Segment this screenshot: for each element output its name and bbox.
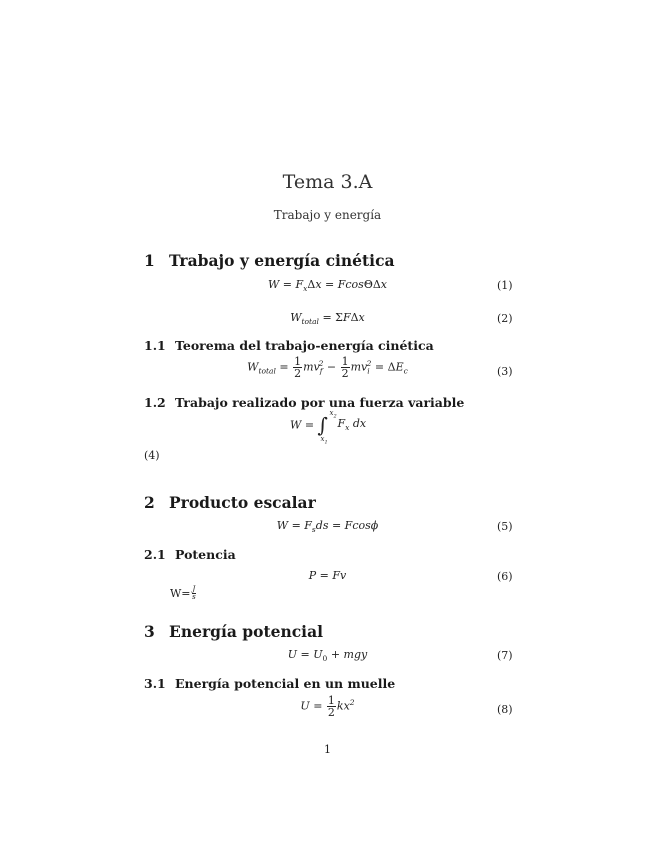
subsection-title: Trabajo realizado por una fuerza variable bbox=[175, 395, 465, 410]
subsection-1-1-heading bbox=[144, 338, 434, 353]
equation-2: $W_{total} = \Sigma F\Delta x$ bbox=[290, 311, 365, 327]
equation-5: $W = F_sds = Fcos\phi$ bbox=[276, 519, 379, 535]
subsection-number: 1.2 bbox=[144, 395, 166, 410]
integral-sign: ∫ $x_2$ $x_1$ bbox=[317, 409, 337, 446]
equation-2-number: (2) bbox=[497, 312, 513, 325]
subsection-title: Teorema del trabajo-energía cinética bbox=[175, 338, 434, 353]
section-1-heading bbox=[144, 251, 395, 270]
section-title: Producto escalar bbox=[169, 493, 316, 512]
subsection-title: Energía potencial en un muelle bbox=[175, 676, 396, 691]
section-3-heading bbox=[144, 622, 323, 641]
equation-4: W = ∫ $x_2$ $x_1$ $F_x$ dx bbox=[290, 409, 367, 446]
inline-denominator: s bbox=[192, 593, 196, 601]
section-number: 2 bbox=[144, 493, 155, 512]
equation-3: $W_{total}$ = $\frac{1}{2}$ $mv_f^2$ − $\frac{1}{2}$ $mv_i^2 = \Delta E_c$ bbox=[247, 355, 408, 380]
document-subtitle: Trabajo y energía bbox=[273, 208, 382, 222]
subsection-number: 3.1 bbox=[144, 676, 166, 691]
subsection-2-1-heading bbox=[144, 547, 236, 562]
equation-4-number: (4) bbox=[144, 449, 160, 462]
equation-1: $W = F_x\Delta x = Fcos\Theta\Delta x$ bbox=[267, 278, 388, 294]
equation-5-number: (5) bbox=[497, 520, 513, 533]
inline-numerator: J bbox=[192, 585, 196, 593]
subsection-3-1-heading bbox=[144, 676, 395, 691]
document-title: Tema 3.A bbox=[282, 171, 373, 193]
section-title: Trabajo y energía cinética bbox=[169, 251, 395, 270]
section-number: 1 bbox=[144, 251, 155, 270]
inline-w-label: W= bbox=[170, 587, 191, 600]
equation-7-number: (7) bbox=[497, 649, 513, 662]
subsection-1-2-heading bbox=[144, 395, 464, 410]
equation-6-number: (6) bbox=[497, 570, 513, 583]
section-2-heading bbox=[144, 493, 316, 512]
subsection-title: Potencia bbox=[175, 547, 236, 562]
equation-8-number: (8) bbox=[497, 703, 513, 716]
equation-7: $U = U_0$ + mgy bbox=[287, 648, 368, 664]
equation-3-number: (3) bbox=[497, 365, 513, 378]
page-number: 1 bbox=[324, 743, 331, 756]
section-number: 3 bbox=[144, 622, 155, 641]
inline-power-units bbox=[170, 586, 197, 601]
equation-6: P = Fv bbox=[308, 569, 347, 582]
equation-8: U = $\frac{1}{2}$ $kx^2$ bbox=[300, 694, 355, 719]
equation-1-number: (1) bbox=[497, 279, 513, 292]
section-title: Energía potencial bbox=[169, 622, 324, 641]
subsection-number: 2.1 bbox=[144, 547, 166, 562]
subsection-number: 1.1 bbox=[144, 338, 166, 353]
